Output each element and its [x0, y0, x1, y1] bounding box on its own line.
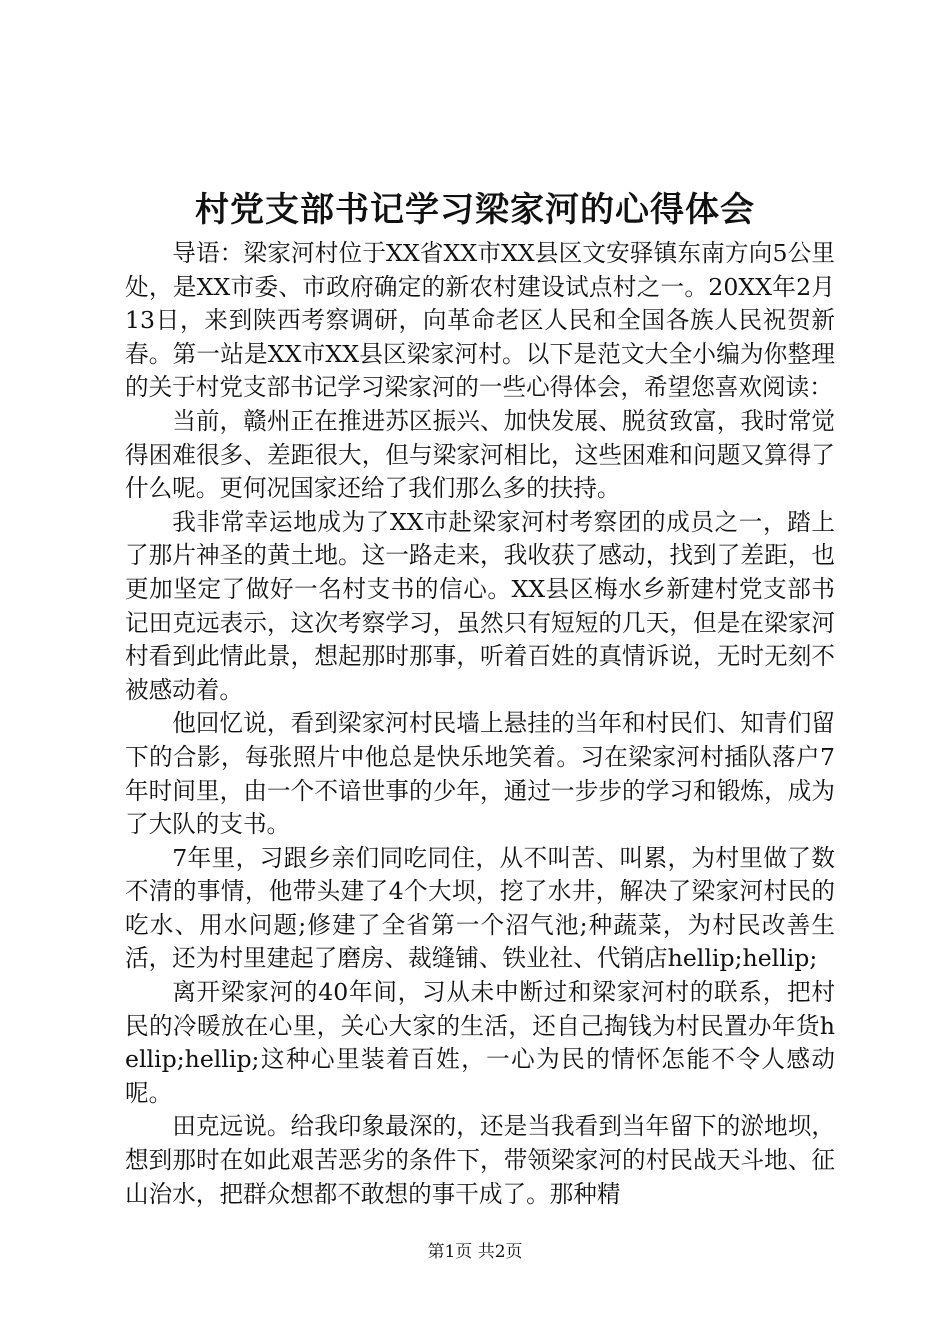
- paragraph: 他回忆说，看到梁家河村民墙上悬挂的当年和村民们、知青们留下的合影，每张照片中他总是快乐地笑着。习在梁家河村插队落户7年时间里，由一个不谙世事的少年，通过一步步的学习和锻炼，成为了大队的支书。: [125, 709, 835, 839]
- document-body: [125, 237, 835, 1211]
- page-number-footer: 第1页 共2页: [427, 1242, 523, 1262]
- document-title: 村党支部书记学习梁家河的心得体会: [195, 190, 755, 230]
- paragraph: 离开梁家河的40年间，习从未中断过和梁家河村的联系，把村民的冷暖放在心里，关心大家的生活，还自己掏钱为村民置办年货hellip;hellip;这种心里装着百姓，一心为民的情怀怎能不令人感动呢。: [125, 978, 835, 1107]
- paragraph: 当前，赣州正在推进苏区振兴、加快发展、脱贫致富，我时常觉得困难很多、差距很大，但与梁家河相比，这些困难和问题又算得了什么呢。更何况国家还给了我们那么多的扶持。: [125, 406, 835, 503]
- paragraph: 我非常幸运地成为了XX市赴梁家河村考察团的成员之一，踏上了那片神圣的黄土地。这一路走来，我收获了感动，找到了差距，也更加坚定了做好一名村支书的信心。XX县区梅水乡新建村党支部书记田克远表示，这次考察学习，虽然只有短短的几天，但是在梁家河村看到此情此景，想起那时那事，听着百姓的真情诉说，无时无刻不被感动着。: [125, 507, 835, 704]
- paragraph: 7年里，习跟乡亲们同吃同住，从不叫苦、叫累，为村里做了数不清的事情，他带头建了4个大坝，挖了水井，解决了梁家河村民的吃水、用水问题;修建了全省第一个沼气池;种蔬菜，为村民改善生活，还为村里建起了磨房、裁缝铺、铁业社、代销店hellip;hellip;: [125, 843, 835, 973]
- paragraph: 田克远说。给我印象最深的，还是当我看到当年留下的淤地坝，想到那时在如此艰苦恶劣的条件下，带领梁家河的村民战天斗地、征山治水，把群众想都不敢想的事干成了。那种精: [125, 1112, 835, 1208]
- paragraph-intro: 导语：梁家河村位于XX省XX市XX县区文安驿镇东南方向5公里处，是XX市委、市政府确定的新农村建设试点村之一。20XX年2月13日，来到陕西考察调研，向革命老区人民和全国各族人民祝贺新春。第一站是XX市XX县区梁家河村。以下是范文大全小编为你整理的关于村党支部书记学习梁家河的一些心得体会，希望您喜欢阅读：: [125, 239, 835, 402]
